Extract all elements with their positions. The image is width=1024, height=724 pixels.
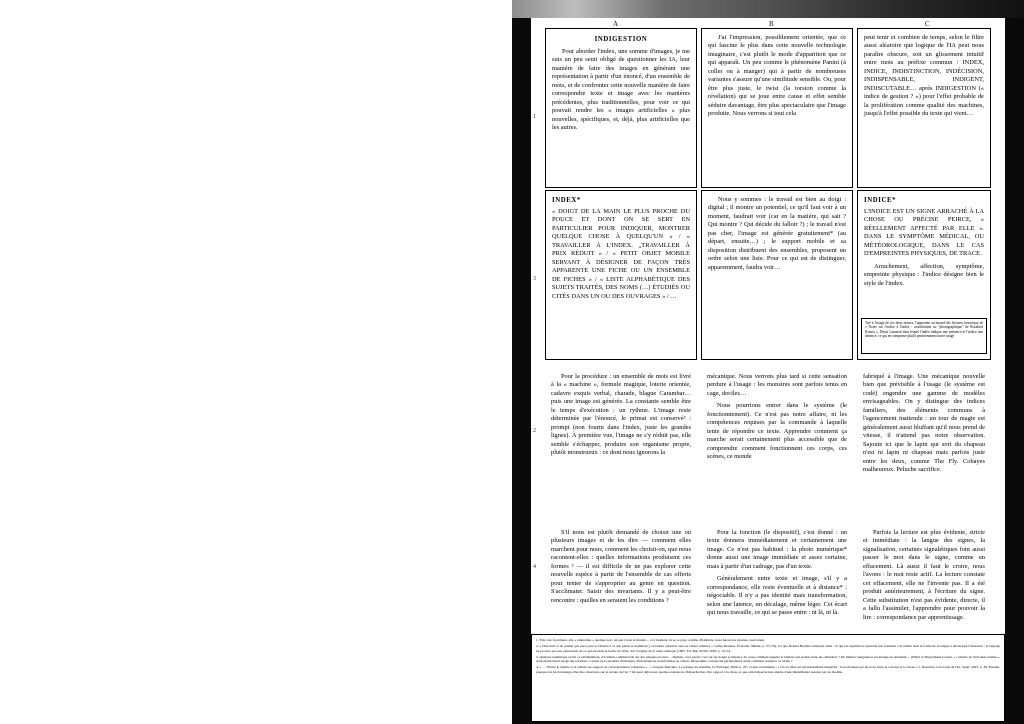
footnote-2: 2. « Discourir et de primat que parce que le rabattre à ce que pense le dominant ), se laisser abreuver sans se laisser réduire] », Gilles Deleuze, Foucault, Minuit, p. 37 (79). Ce que Roland Barthes anticipait ainsi : ce qui est exprimé ne présente pas vraiment à la réalité dont la forme de la langue a développé l'existence ; le langage ne procure pas une expression de ce qui est mais la forme de l'être. Sur l'origine de la réité artistique (1897, Ed. Rue d'Ulm, 2003, p. 10-54. [536, 644, 1000, 653]
cell-a3 [545, 368, 697, 518]
cell-c2-title: INDICE* [864, 197, 897, 204]
cell-a1-title: INDIGESTION [594, 36, 648, 43]
cell-a1 [545, 28, 697, 188]
column-header-b: B [769, 20, 775, 28]
cell-b4-p2: Généralement entre texte et image, s'il y a correspondance, elle reste éventuelle et à distance* : négociable. Il n'y a pas identité mais transformation, selon une latence, un décalage, même léger. Cet écart qui nous travaille, ce qui se passe entre : ni là, ni là. [707, 575, 847, 617]
cell-c3-p1: fabriqué à l'image. Une mécanique nouvelle bien que prévisible à l'usage (le système est codé) engendre une gamme de modèles envisageables. On y distingue des indices familiers, des éléments communs à l'agencement inattendu : un tour de magie est généralement aussi bluffant qu'il nous prend de vitesse, il n'attend pas notre observation. Sajoute ici que le lapin qui sort du chapeau n'est ni lapin ni chapeau mais parfois juste entre les deux, comme The Fly. Cobayes malheureux. Peluche sacrifice. [863, 373, 985, 473]
cell-b1 [701, 28, 853, 188]
row-number-3: 3 [533, 276, 536, 282]
cell-c3 [857, 368, 991, 518]
cell-c4 [857, 524, 991, 650]
cell-c2-quote: Tiré à l'usage de ces deux termes, l'apprenne au hasard des lectures historique de « Notes sur l'indice à l'index : contribution au "photographique" de Rosalind Krauss », Denis Lamarré dans lequel l'index indique une présence et l'indice une absence, ce qui en comprime plutôt pertinemment notre usage [865, 321, 983, 339]
cell-a3-p1: Pour la procédure : un ensemble de mots est livré à la « machine », formule magique, loterie orientée, cadavre exquis verbal, charade, blague Carambar… puis une image est générée. La constante semble être le temps d'exécution : un rythme. L'image reste déterminée par l'énoncé, le primat est conservé² : prompt (non fourni dans l'index, juste les grandes lignes). À première vue, l'image ne s'y réduit pas, elle semble s'échapper, produire son organisme propre, plutôt monstrueux : ce dont nous ignorons la [551, 373, 691, 457]
cell-a2-title: INDEX* [552, 197, 581, 204]
row-number-1: 1 [533, 114, 536, 120]
cell-a2-p1: « DOIGT DE LA MAIN LE PLUS PROCHE DU POUCE ET DONT ON SE SERT EN PARTICULIER POUR INDIQUER, MONTRER QUELQUE CHOSE À QUELQU'UN » / « TRAVAILLER À L'INDEX. „TRAVAILLER À PRIX RÉDUIT » / « PETIT OBJET MOBILE SERVANT À DÉSIGNER DE FAÇON TRÈS APPARENTE UNE FICHE OU UN ENSEMBLE DE FICHES » / « LISTE ALPHABÉTIQUE DES SUJETS TRAITÉS, DES NOMS (…) ÉTUDIÉS OU CITÉS DANS UN OU DES OUVRAGES » / … [552, 208, 690, 300]
column-header-c: C [925, 20, 931, 28]
cell-c1-p1: peut tenir et combien de temps, selon le filtre aussi aléatoire que logique de l'IA peut nous paraître obscure, soit un glissement intuitif entre mots au préfixe commun : INDEX, INDICE, INDISTINCTION, INDÉCISION, INDISPENSABLE, INDIGENT, INDISCUTABLE… après INDIGESTION (« indice de gestion ? ») pour l'effet probable de la prolifération comme qualité des machines, jusqu'à l'effet possible du texte qui vient… [864, 34, 984, 118]
cell-c2-p2: Arrachement, affection, symptôme, empreinte physique : l'indice désigne bien le style de l'index. [864, 262, 984, 287]
cell-a4 [545, 524, 697, 650]
cell-a4-p1: S'il nous est plutôt demandé de choisir une ou plusieurs images et de les dire — comment elles marchent pour nous, comment les choisit-on, que nous racontent-elles : quelles informations produisent ces formes ³ — il est difficile de ne pas explorer cette nouvelle espèce à partir de l'ensemble de cas offerts pour tenter de s'approprier au genre en question. S'acclimater. Saisir des invariants. Il y a peut-être rencontre : quelles en seraient les conditions ? [551, 529, 691, 604]
cell-b1-p1: J'ai l'impression, possiblement orientée, que ce qui fascine le plus dans cette nouvelle technologie imaginaire, c'est plutôt le mode d'apparition que ce qui apparaît. Un peu comme le phénomène Panini (à coller ou à manger) qui à partir de nombreuses variantes s'assure qu'une similitude sensible. Ou, pour être plus juste, le twist (la torsion comme la révélation) qui se joue entre cause et effet semble séduire davantage, être plus spectaculaire que l'image produite. Nous verrons si tout cela [708, 34, 846, 118]
cell-a2 [545, 190, 697, 360]
footnotes-block [531, 634, 1005, 722]
cell-a1-p1: Pour aborder l'index, une somme d'images, je me suis un peu senti obligé de questionner les IA, leur manière de faire des images en générant une représentation à partir d'un énoncé, d'un ensemble de mots, et de confronter cette nouvelle manière de faire correspondre texte et image avec les manières précédentes, plus traditionnelles, pour voir ce qui pouvait rendre les « images artificielles » plus nouvelles, spécifiques, et, déjà, plus artificielles que les autres. [552, 48, 690, 132]
cell-b4 [701, 524, 853, 650]
row-number-4: 4 [533, 564, 536, 570]
cell-c4-p1: Parfois la lecture est plus évidente, stricte et immédiate : la langue des signes, la signalisation, certaines signalétiques font aussi passer le mot dans le signe, comme un effacement. Là aussi il faut le croire, nous l'avons : le mot reste actif. La lecture constate cet effacement, elle ne l'invente pas. Il a été produit antérieurement, à l'écriture du signe. Cette substitution n'est pas évidente, directe, il a fallu l'assimiler, l'apprendre pour pouvoir la lire : correspondance par apprentissage. [863, 529, 985, 621]
cell-c2-p1: L'INDICE EST UN SIGNE ARRACHÉ À LA CHOSE OU PRÉCISE PEIRCE, « RÉELLEMENT AFFECTÉ PAR ELLE ». DANS LE SYMPTÔME MÉDICAL, OU MÉTÉOROLOGIQUE, DANS LE CAS D'EMPREINTES PHYSIQUES, DE TRACE. [864, 208, 984, 258]
column-header-a: A [613, 20, 619, 28]
cell-c2-quote-box [861, 318, 987, 354]
cell-b2 [701, 190, 853, 360]
sheet [531, 18, 1005, 706]
cell-b2-p1: Nous y sommes : le travail est bien au doigt : digital ; il montre un potentiel, ce qu'il faut voir à un moment, faudrait voir (car en la matière, qui sait ? Qui montre ? Qui décide du falloir ?) ; le travail n'est pas cher, l'image est générée gratuitement* (au départ, ensuite…) ; le support mobile et sa disposition distribuent des ensembles, proposent un ordre selon une liste. Pour ce qui est de distinguer, apparemment, faudra voir… [708, 196, 846, 271]
footnote-4: 4. « … l'Entre le double et le visible sur support de correspondance à distance » — Jacques Rancière, Le partage du sensible, La Fabrique, 2000, p. 20 : et plus récemment : « Un art libre est nécessairement imparfait ; il est manqué par un écart entre le concept et la chose. » J. Rancière, Les bords de l'art, Seuil, 2023, p. 36. Ensuite, pourquoi la IA davantage elles être observées sur le terrain de l'art ? Ou peut déjà noter quelles extensions d'imperfection d'un rapport à la chose et que cette imperfection résulte d'une immédiateté assurée par un modèle. [536, 665, 1000, 674]
cell-c1 [857, 28, 991, 188]
cell-b4-p1: Pour la fonction (le dispositif), c'est donné : un texte donnera immédiatement et certainement une image. Ce n'est pas habituel : la photo numérique* donne aussi une image immédiate et assez certaine, mais à partir d'un cadrage, pas d'un texte. [707, 529, 847, 570]
gradient-strip [512, 0, 1024, 18]
footnote-1: 1. Elle crée forcément, elle « empreinte » quelque part, un peu à tout le monde… et à moment où se se paye comme d'habitude, nous ferons les étonnés, quel talent. [536, 638, 766, 642]
cell-b3 [701, 368, 853, 518]
row-number-2: 2 [533, 428, 536, 434]
cell-b3-p2: Nous pourrions entrer dans le système (le fonctionnement). Ce n'est pas notre affaire, ni les compétences requises par la commande à laquelle tente de répondre ce texte. Apprendre comment ça marche serait certainement plus accessible que de comprendre comment fonctionnent ces corps, ces scènes, ce monde [707, 402, 847, 461]
sheet-shadow [512, 18, 531, 706]
cell-b3-p1: mécanique. Nous verrons plus tard si cette sensation perdure à l'usage : les monstres sont parfois tenus en cage, dociles… [707, 373, 847, 397]
footnote-3: 3. Quelque numérique en fut ce extrêmement, d'activités commerciale sur des plaques en terre… digitale, c'est pareil, c'est sur les doigts (compter), du coup comment appeler la matière qui éclatée dans un cellulaires ? De même l'assignation sur étalage en attendant… (Hôtel et Magrothène Levant, « contrôle de l'œil mais écume », droit plutôt bien l'usage des relations, à partir de la quantité d'échanges d'informations transformées en valeur. Infographie correspond parfaitement, mais comment restaurer ce terme ? [536, 654, 1000, 664]
